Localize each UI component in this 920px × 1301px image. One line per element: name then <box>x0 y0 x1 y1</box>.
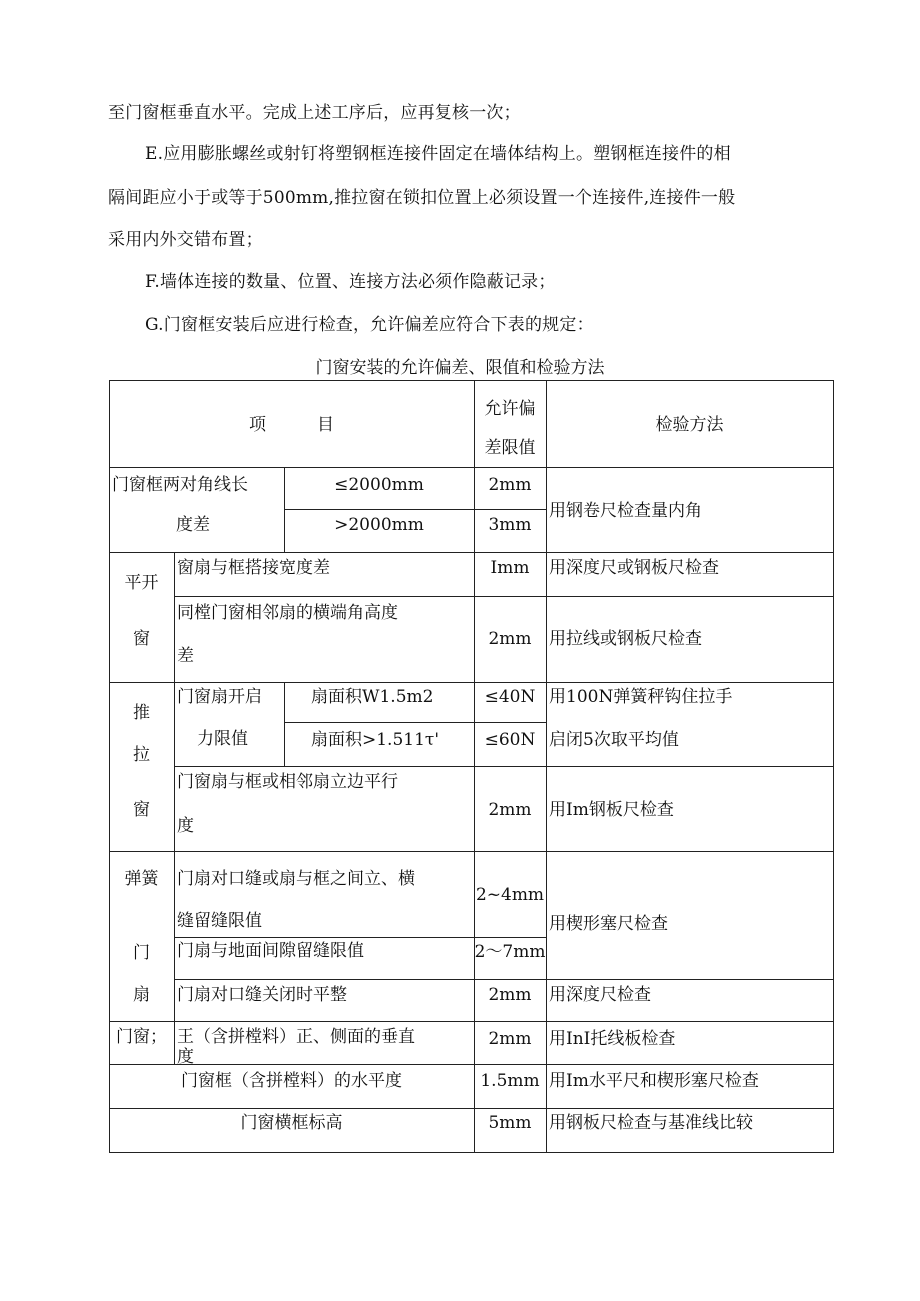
diag-method: 用钢卷尺检查量内角 <box>549 501 702 521</box>
sliding-parallel-val: 2mm <box>488 800 532 820</box>
sliding-force-line2: 力限值 <box>197 729 248 749</box>
diag-sub-2: >2000mm <box>334 515 424 535</box>
table-caption: 门窗安装的允许偏差、限值和检验方法 <box>315 358 605 378</box>
diag-label-line1: 门窗框两对角线长 <box>112 475 248 495</box>
spring-row1-val: 2~4mm <box>475 885 545 905</box>
sliding-area-1: 扇面积W1.5m2 <box>311 687 434 707</box>
spring-row2-item: 门扇与地面间隙留缝限值 <box>177 941 364 961</box>
header-tolerance-line1: 允许偏 <box>484 399 536 419</box>
sliding-area-2: 扇面积>1.511τ' <box>311 730 439 750</box>
transom-item: 门窗横框标高 <box>240 1113 343 1133</box>
sliding-parallel-method: 用Im钢板尺检查 <box>549 800 674 820</box>
sliding-val-1: ≤40N <box>484 687 536 707</box>
casement-row2-item-line1: 同樘门窗相邻扇的横端角高度 <box>177 603 398 623</box>
sliding-parallel-line1: 门窗扇与框或相邻扇立边平行 <box>177 772 398 792</box>
spring-group-line2: 门 <box>133 943 150 963</box>
spring-row2-val: 2～7mm <box>474 942 546 962</box>
casement-row1-item: 窗扇与框搭接宽度差 <box>177 558 330 578</box>
horizontal-item: 门窗框（含拼樘料）的水平度 <box>181 1071 402 1091</box>
sliding-method-line1: 用100N弹簧秤钩住拉手 <box>549 687 733 707</box>
paragraph-g: G.门窗框安装后应进行检查，允许偏差应符合下表的规定： <box>145 315 594 335</box>
header-tolerance-line2: 差限值 <box>484 438 536 458</box>
horizontal-val: 1.5mm <box>480 1071 540 1091</box>
transom-method: 用钢板尺检查与基准线比较 <box>549 1113 753 1133</box>
spring-group-line1: 弹簧 <box>124 869 159 889</box>
sliding-parallel-line2: 度 <box>177 816 194 836</box>
diag-val-1: 2mm <box>488 475 532 495</box>
casement-row2-item-line2: 差 <box>177 646 194 666</box>
horizontal-method: 用Im水平尺和楔形塞尺检查 <box>549 1071 759 1091</box>
transom-val: 5mm <box>488 1113 532 1133</box>
diag-val-2: 3mm <box>488 515 532 535</box>
casement-row1-method: 用深度尺或钢板尺检查 <box>549 558 719 578</box>
spring-row1-item-line1: 门扇对口缝或扇与框之间立、横 <box>177 869 415 889</box>
sliding-group-line2: 拉 <box>133 745 150 765</box>
frame-group: 门窗； <box>116 1027 167 1047</box>
frame-item-line1: 王（含拼樘料）正、侧面的垂直 <box>177 1027 415 1047</box>
casement-group-line2: 窗 <box>133 629 150 649</box>
header-item: 项 目 <box>249 415 334 435</box>
paragraph-e-cont: 隔间距应小于或等于500mm,推拉窗在锁扣位置上必须设置一个连接件,连接件一般 <box>108 188 736 208</box>
spring-row3-method: 用深度尺检查 <box>549 985 651 1005</box>
frame-val: 2mm <box>488 1029 532 1049</box>
frame-method: 用InI托线板检查 <box>549 1029 676 1049</box>
sliding-group-line3: 窗 <box>133 800 150 820</box>
sliding-force-line1: 门窗扇开启 <box>177 687 262 707</box>
paragraph-e: E.应用膨胀螺丝或射钉将塑钢框连接件固定在墙体结构上。塑钢框连接件的相 <box>145 144 731 164</box>
diag-sub-1: ≤2000mm <box>334 475 424 495</box>
frame-item-line2: 度 <box>177 1047 194 1067</box>
spring-row1-item-line2: 缝留缝限值 <box>177 911 262 931</box>
casement-row2-method: 用拉线或钢板尺检查 <box>549 629 702 649</box>
spring-gap-method: 用楔形塞尺检查 <box>549 914 668 934</box>
paragraph-f: F.墙体连接的数量、位置、连接方法必须作隐蔽记录； <box>145 272 556 292</box>
diag-label-line2: 度差 <box>176 515 210 535</box>
paragraph-e-end: 采用内外交错布置； <box>108 230 263 250</box>
casement-group-line1: 平开 <box>124 573 159 593</box>
casement-row1-val: Imm <box>490 558 530 578</box>
sliding-group-line1: 推 <box>133 703 150 723</box>
spring-group-line3: 扇 <box>133 985 150 1005</box>
sliding-method-line2: 启闭5次取平均值 <box>549 730 679 750</box>
spring-row3-item: 门扇对口缝关闭时平整 <box>177 985 347 1005</box>
header-method: 检验方法 <box>655 415 724 435</box>
paragraph-1: 至门窗框垂直水平。完成上述工序后，应再复核一次； <box>108 103 521 123</box>
spring-row3-val: 2mm <box>488 985 532 1005</box>
sliding-val-2: ≤60N <box>484 730 536 750</box>
casement-row2-val: 2mm <box>488 629 532 649</box>
